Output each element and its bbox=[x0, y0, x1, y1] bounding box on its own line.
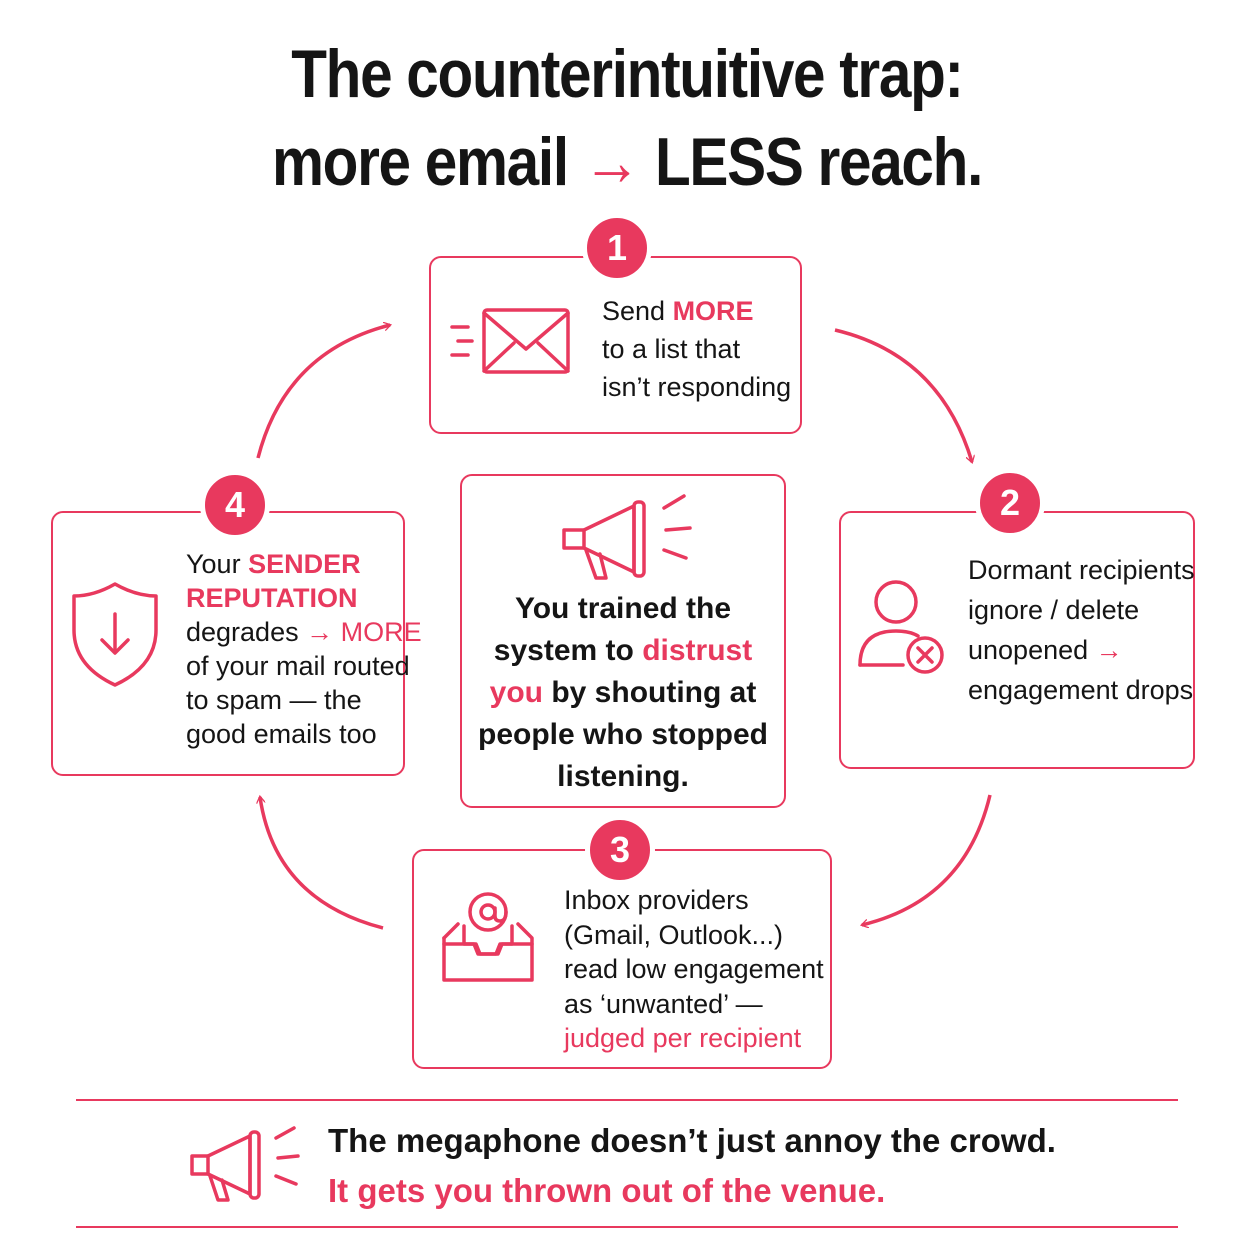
footer-megaphone-icon bbox=[186, 1122, 304, 1204]
center-you-emphasis: you bbox=[489, 676, 543, 709]
footer-bottom-divider bbox=[76, 1226, 1178, 1228]
step-1-line-3: isn’t responding bbox=[602, 372, 792, 402]
step-1-line-2: to a list that bbox=[602, 334, 741, 364]
megaphone-icon bbox=[556, 490, 696, 582]
arrow-4-to-1 bbox=[258, 325, 390, 458]
step-4-line-5: to spam — the bbox=[186, 685, 362, 715]
step-4-line-6: good emails too bbox=[186, 719, 377, 749]
step-3-text bbox=[564, 883, 824, 1056]
center-line-3 bbox=[463, 672, 783, 714]
step-4-line-3 bbox=[186, 615, 422, 649]
arrow-2-to-3 bbox=[862, 795, 990, 925]
step-1-badge: 1 bbox=[582, 213, 652, 283]
title-line-2-pre: more email bbox=[271, 124, 568, 200]
step-4-sender-emphasis: SENDER bbox=[248, 549, 361, 579]
arrow-1-to-2 bbox=[835, 330, 972, 462]
step-1-line-1 bbox=[602, 292, 791, 330]
title-line-2-post: LESS reach. bbox=[654, 124, 983, 200]
step-2-line-3 bbox=[968, 630, 1195, 670]
step-3-line-5: judged per recipient bbox=[564, 1023, 802, 1053]
step-3-line-4: as ‘unwanted’ — bbox=[564, 988, 763, 1019]
step-3-badge: 3 bbox=[585, 815, 655, 885]
step-4-badge: 4 bbox=[200, 470, 270, 540]
step-1-text bbox=[602, 292, 791, 406]
step-4-more-emphasis: → MORE bbox=[306, 617, 422, 647]
title-line-1: The counterintuitive trap: bbox=[291, 36, 963, 112]
center-line-1: You trained the bbox=[514, 592, 732, 625]
center-line-5: listening. bbox=[557, 760, 689, 793]
step-2-arrow: → bbox=[1095, 635, 1123, 665]
step-4-line-1 bbox=[186, 547, 422, 581]
center-line-3-text: by shouting at bbox=[543, 676, 757, 709]
step-4-line-2: REPUTATION bbox=[186, 583, 358, 613]
step-1-line-1-text: Send bbox=[602, 296, 673, 326]
user-remove-icon bbox=[855, 575, 950, 675]
step-4-line-1-text: Your bbox=[186, 549, 249, 579]
step-2-badge: 2 bbox=[975, 468, 1045, 538]
step-3-line-2: (Gmail, Outlook...) bbox=[564, 919, 784, 950]
step-4-text bbox=[186, 547, 422, 751]
center-line-2-text: system to bbox=[493, 634, 643, 667]
center-distrust-emphasis: distrust bbox=[642, 634, 753, 667]
center-line-4: people who stopped bbox=[478, 718, 768, 751]
title-arrow: → bbox=[582, 124, 640, 200]
center-line-2 bbox=[463, 630, 783, 672]
step-1-more-emphasis: MORE bbox=[672, 296, 754, 326]
step-2-line-4: engagement drops bbox=[968, 675, 1194, 705]
center-message bbox=[463, 588, 783, 798]
footer-line-1: The megaphone doesn’t just annoy the crowd. bbox=[328, 1122, 1056, 1159]
step-3-line-1: Inbox providers bbox=[564, 885, 749, 915]
envelope-speed-icon bbox=[446, 305, 574, 377]
step-2-line-3-text: unopened bbox=[968, 635, 1096, 665]
inbox-at-icon bbox=[438, 888, 538, 984]
step-3-line-3: read low engagement bbox=[564, 954, 824, 984]
step-4-line-3-text: degrades bbox=[186, 617, 307, 647]
step-2-line-2: ignore / delete bbox=[968, 595, 1140, 625]
step-2-line-1: Dormant recipients bbox=[968, 555, 1195, 585]
step-4-line-4: of your mail routed bbox=[186, 651, 410, 681]
arrow-3-to-4 bbox=[260, 797, 383, 928]
shield-down-icon bbox=[68, 580, 162, 690]
step-2-text bbox=[968, 550, 1195, 710]
footer-line-2: It gets you thrown out of the venue. bbox=[328, 1172, 886, 1209]
footer-top-divider bbox=[76, 1099, 1178, 1101]
